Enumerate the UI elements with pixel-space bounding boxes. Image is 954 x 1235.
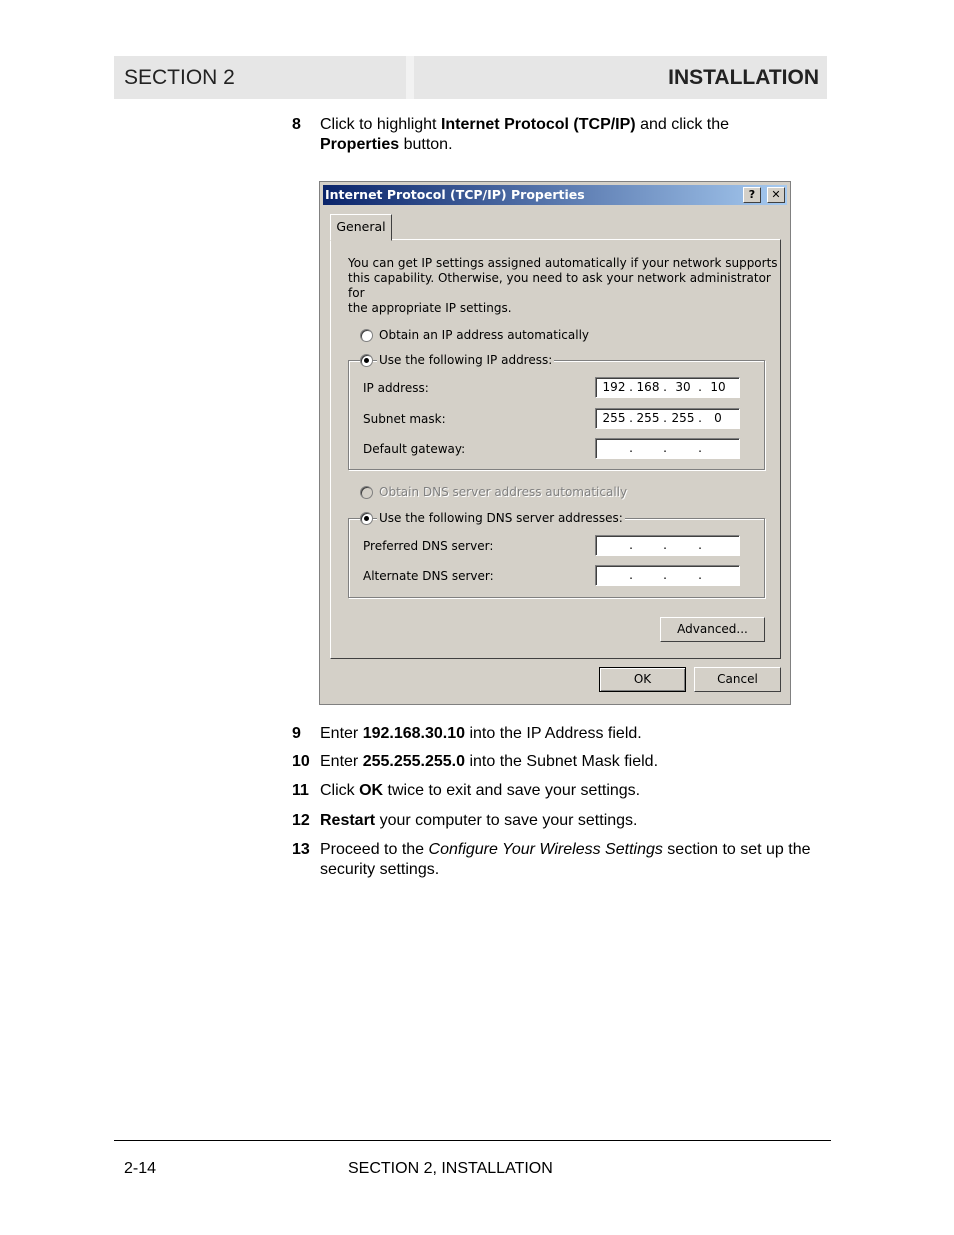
general-panel (330, 239, 781, 659)
step-text: Restart your computer to save your settings. (320, 812, 638, 829)
use-ip-radio[interactable] (360, 354, 373, 367)
default-gateway-label: Default gateway: (363, 442, 466, 456)
step-text: Enter 255.255.255.0 into the Subnet Mask field. (320, 753, 659, 770)
step-text: Enter 192.168.30.10 into the IP Address field. (320, 725, 642, 742)
use-dns-label: Use the following DNS server addresses: (379, 511, 623, 525)
intro-text: You can get IP settings assigned automatically if your network supports this capability. Otherwise, you need to ask your network administrator for the appropriate IP settings. (348, 256, 778, 315)
preferred-dns-input[interactable]: . . . (595, 535, 740, 556)
use-dns-radio[interactable] (360, 512, 373, 525)
subnet-mask-label: Subnet mask: (363, 412, 446, 426)
advanced-button[interactable]: Advanced... (660, 617, 765, 642)
step-number: 11 (292, 782, 309, 799)
cancel-button[interactable]: Cancel (694, 667, 781, 692)
tab-general[interactable]: General (330, 214, 392, 241)
tcpip-properties-dialog (319, 181, 791, 705)
section-label: SECTION 2 (124, 66, 235, 89)
subnet-mask-input[interactable]: 255 . 255 . 255 . 0 (595, 408, 740, 429)
obtain-dns-label: Obtain DNS server address automatically (379, 485, 628, 499)
use-ip-label: Use the following IP address: (379, 353, 553, 367)
alternate-dns-input[interactable]: . . . (595, 565, 740, 586)
dialog-title-bar (323, 185, 787, 205)
step-text: Click to highlight Internet Protocol (TCP/IP) and click the Properties button. (320, 116, 730, 153)
close-icon: ✕ (771, 188, 781, 201)
ip-group (348, 353, 765, 470)
header-divider (406, 56, 414, 99)
section-header (114, 56, 827, 99)
step-text: Click OK twice to exit and save your settings. (320, 782, 641, 799)
dns-group (348, 511, 765, 598)
step-number: 9 (292, 725, 301, 742)
preferred-dns-label: Preferred DNS server: (363, 539, 494, 553)
alternate-dns-label: Alternate DNS server: (363, 569, 494, 583)
obtain-ip-radio[interactable] (360, 329, 373, 342)
obtain-ip-label: Obtain an IP address automatically (379, 328, 590, 342)
dialog-title: Internet Protocol (TCP/IP) Properties (325, 187, 585, 202)
step-number: 8 (292, 116, 301, 133)
section-title: INSTALLATION (668, 66, 819, 89)
obtain-dns-radio (360, 486, 373, 499)
step-text: Proceed to the Configure Your Wireless Settings section to set up the security settings. (320, 841, 811, 878)
step-number: 12 (292, 812, 310, 829)
help-button[interactable]: ? (743, 187, 761, 203)
footer-rule (114, 1140, 831, 1141)
footer-section: SECTION 2, INSTALLATION (348, 1160, 553, 1177)
step-number: 10 (292, 753, 310, 770)
ip-address-label: IP address: (363, 381, 429, 395)
ip-address-input[interactable]: 192 . 168 . 30 . 10 (595, 377, 740, 398)
default-gateway-input[interactable]: . . . (595, 438, 740, 459)
page-number: 2-14 (124, 1160, 157, 1177)
ok-button[interactable]: OK (599, 667, 686, 692)
close-button[interactable] (767, 187, 785, 203)
step-number: 13 (292, 841, 310, 858)
